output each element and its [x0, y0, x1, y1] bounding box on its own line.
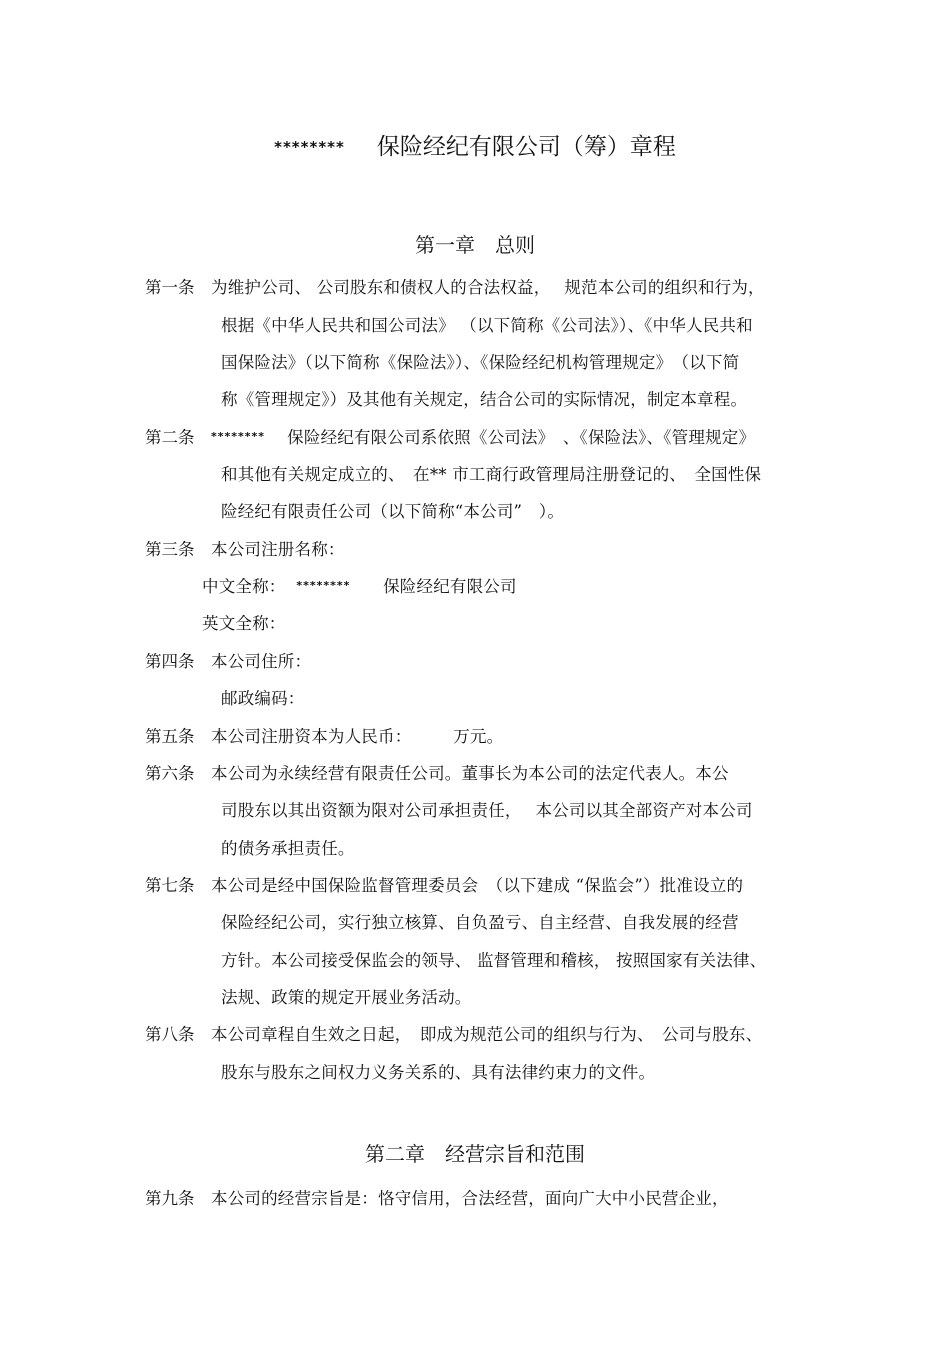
article-6-line-3: 的债务承担责任。: [221, 839, 355, 858]
article-7-line-1: 本公司是经中国保险监督管理委员会 （以下建成 “保监会”）批准设立的: [211, 876, 744, 895]
document-title: [0, 128, 950, 161]
article-8-line-1: 本公司章程自生效之日起， 即成为规范公司的组织与行为、 公司与股东、: [211, 1025, 763, 1044]
article-3-english-name: 英文全称：: [202, 614, 286, 633]
article-6-line-2: 司股东以其出资额为限对公司承担责任， 本公司以其全部资产对本公司: [221, 801, 753, 820]
article-4-postcode: 邮政编码：: [221, 689, 305, 708]
article-2-company-placeholder: ********: [211, 430, 266, 443]
article-1-line-2: 根据《中华人民共和国公司法》 （以下简称《公司法》）、《中华人民共和: [221, 316, 753, 335]
article-6-label: 第六条: [145, 764, 195, 783]
article-1-line-3: 国保险法》（以下简称《保险法》）、《保险经纪机构管理规定》 （以下简: [221, 353, 740, 372]
article-1-line-4: 称《管理规定》）及其他有关规定，结合公司的实际情况，制定本章程。: [221, 390, 748, 409]
chapter-1-heading: 第一章 总则: [415, 233, 535, 257]
article-9-label: 第九条: [145, 1189, 195, 1208]
article-5-label: 第五条: [145, 727, 195, 746]
article-3-label: 第三条: [145, 540, 195, 559]
article-8-label: 第八条: [145, 1025, 195, 1044]
article-2-line-2: 和其他有关规定成立的、 在** 市工商行政管理局注册登记的、 全国性保: [221, 465, 762, 484]
article-3-chinese-name: 中文全称： ******** 保险经纪有限公司: [202, 577, 517, 596]
article-2-label: 第二条: [145, 428, 195, 447]
article-9-line-1: 本公司的经营宗旨是：恪守信用，合法经营，面向广大中小民营企业，: [211, 1189, 729, 1208]
chapter-2-heading: 第二章 经营宗旨和范围: [365, 1142, 585, 1166]
article-3-company-placeholder: ********: [296, 579, 351, 592]
article-1-label: 第一条: [145, 278, 195, 297]
article-7-line-2: 保险经纪公司，实行独立核算、自负盈亏、自主经营、自我发展的经营: [221, 913, 739, 932]
article-1-line-1: 为维护公司、 公司股东和债权人的合法权益， 规范本公司的组织和行为，: [211, 278, 765, 297]
article-7-line-4: 法规、政策的规定开展业务活动。: [221, 988, 472, 1007]
article-4-text: 本公司住所：: [211, 652, 312, 671]
article-7-label: 第七条: [145, 876, 195, 895]
article-4-label: 第四条: [145, 652, 195, 671]
article-2-line-1: ******** 保险经纪有限公司系依照《公司法》 、《保险法》、《管理规定》: [211, 428, 756, 447]
article-3-text: 本公司注册名称：: [211, 540, 345, 559]
article-2-line-3: 险经纪有限责任公司（以下简称“本公司” ）。: [221, 502, 565, 521]
article-7-line-3: 方针。本公司接受保监会的领导、 监督管理和稽核， 按照国家有关法律、: [221, 951, 767, 970]
article-8-line-2: 股东与股东之间权力义务关系的、具有法律约束力的文件。: [221, 1063, 656, 1082]
title-company-placeholder: ********: [274, 138, 345, 156]
article-6-line-1: 本公司为永续经营有限责任公司。董事长为本公司的法定代表人。本公: [211, 764, 729, 783]
article-5-text: 本公司注册资本为人民币： 万元。: [211, 727, 504, 746]
title-text: 保险经纪有限公司（筹）章程: [376, 134, 676, 160]
